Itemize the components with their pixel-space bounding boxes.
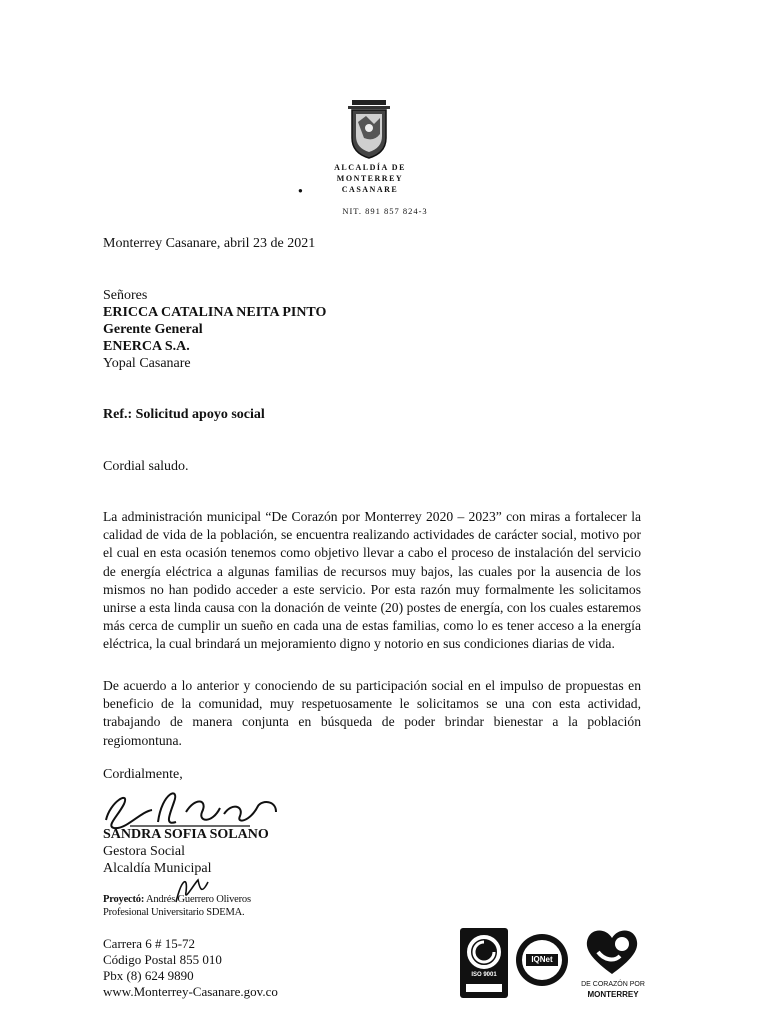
header-line-1: ALCALDÍA DE [334,163,406,172]
body-paragraph-1: La administración municipal “De Corazón por Monterrey 2020 – 2023” con miras a fortalecer la calidad de vida de la población, se encuentra realizando actividades de carácter social, motivo por el cual en esta ocasión tenemos como objetivo llevar a cabo el proceso de instalación del servicio de energía eléctrica a algunas familias de recursos muy bajos, las cuales por la ausencia de los mismos no han podido acceder a este servicio. Por esta razón muy formalmente les solicitamos unirse a esta linda causa con la donación de veinte (20) postes de energía, con los cuales estaremos más cerca de cumplir un sueño en cada una de estas familias, como lo es tener acceso a la energía eléctrica, la cual brindará un mejoramiento digno y notorio en sus condiciones diarias de vida. [103,509,641,652]
reference-line: Ref.: Solicitud apoyo social [103,407,265,422]
nit-number: NIT. 891 857 824-3 [342,206,428,216]
project-label: Proyectó: [103,894,145,905]
campaign-line-2: MONTERREY [587,990,639,999]
municipal-crest-icon [344,98,394,160]
iso-barcode [466,984,502,992]
recipient-name: ERICCA CATALINA NEITA PINTO [103,305,327,320]
recipient-company: ENERCA S.A. [103,339,190,354]
footer-phone: Pbx (8) 624 9890 [103,968,194,983]
greeting: Cordial saludo. [103,459,189,474]
scan-mark: ● [298,186,303,195]
header-line-2: MONTERREY [336,174,404,183]
footer-postal: Código Postal 855 010 [103,952,222,967]
date-line: Monterrey Casanare, abril 23 de 2021 [103,236,316,251]
body-paragraph-2: De acuerdo a lo anterior y conociendo de su participación social en el impulso de propuestas en beneficio de la comunidad, muy respetuosamente le solicitamos se una con esta actividad, trabajando de manera conjunta en búsqueda de poder brindar bienestar a la población regiomontuna. [103,678,641,748]
heart-campaign-icon [584,926,640,976]
project-author: Andrés Guerrero Oliveros [144,894,251,905]
signer-name: SANDRA SOFIA SOLANO [103,827,269,842]
signer-title: Gestora Social [103,844,186,859]
project-role: Profesional Universitario SDEMA. [103,907,245,918]
footer-address: Carrera 6 # 15-72 [103,936,196,951]
recipient-position: Gerente General [103,322,203,337]
certification-mark-icon [466,934,502,970]
closing: Cordialmente, [103,767,183,782]
header-line-3: CASANARE [341,185,399,194]
footer-website[interactable]: www.Monterrey-Casanare.gov.co [103,984,278,999]
recipient-city: Yopal Casanare [103,356,191,371]
project-line [103,893,251,906]
recipient-salutation: Señores [103,288,148,303]
iso-certification-logo [460,928,508,998]
signer-office: Alcaldía Municipal [103,861,212,876]
iso-label: ISO 9001 [471,972,497,978]
iqnet-label: IQNet [526,954,558,966]
iqnet-logo [516,934,568,986]
campaign-line-1: DE CORAZÓN POR [581,981,645,988]
